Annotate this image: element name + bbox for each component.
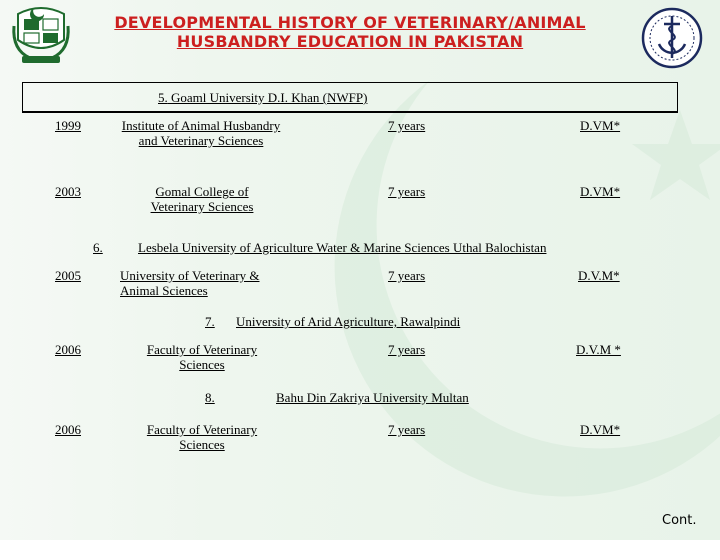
row-degree: D.VM* [580, 118, 621, 133]
pakistan-emblem-icon [10, 6, 72, 66]
row-year: 2005 [55, 268, 81, 283]
row-year: 2006 [55, 422, 81, 437]
continued-label: Cont. [662, 513, 697, 528]
row-duration: 7 years [388, 118, 426, 133]
crescent-watermark-icon [300, 40, 720, 560]
section-8-number: 8. [205, 390, 215, 405]
row-year: 1999 [55, 118, 81, 133]
row-institute: Faculty of Veterinary Sciences [146, 422, 258, 452]
section-6-number: 6. [93, 240, 103, 255]
section-8-name: Bahu Din Zakriya University Multan [276, 390, 469, 405]
row-duration: 7 years [388, 342, 426, 357]
row-institute: University of Veterinary & Animal Sciences [120, 268, 260, 298]
row-institute: Gomal College of Veterinary Sciences [150, 184, 254, 214]
row-institute: Institute of Animal Husbandry and Veterinary Sciences [121, 118, 281, 148]
row-degree: D.VM* [580, 184, 621, 199]
row-degree: D.V.M * [576, 342, 621, 357]
row-year: 2006 [55, 342, 81, 357]
ministry-seal-icon [637, 6, 707, 70]
section-name: Goaml University D.I. Khan (NWFP) [171, 90, 368, 105]
section-6-name: Lesbela University of Agriculture Water & Marine Sciences Uthal Balochistan [138, 240, 547, 255]
row-institute: Faculty of Veterinary Sciences [146, 342, 258, 372]
section-number: 5. [158, 90, 168, 105]
section-7-name: University of Arid Agriculture, Rawalpindi [236, 314, 461, 329]
row-degree: D.V.M* [578, 268, 620, 283]
row-duration: 7 years [388, 422, 426, 437]
row-degree: D.VM* [580, 422, 621, 437]
page-title: DEVELOPMENTAL HISTORY OF VETERINARY/ANIMAL HUSBANDRY EDUCATION IN PAKISTAN [114, 13, 586, 51]
section-5-title [158, 90, 367, 105]
row-year: 2003 [55, 184, 81, 199]
row-duration: 7 years [388, 268, 426, 283]
row-duration: 7 years [388, 184, 426, 199]
section-7-number: 7. [205, 314, 215, 329]
